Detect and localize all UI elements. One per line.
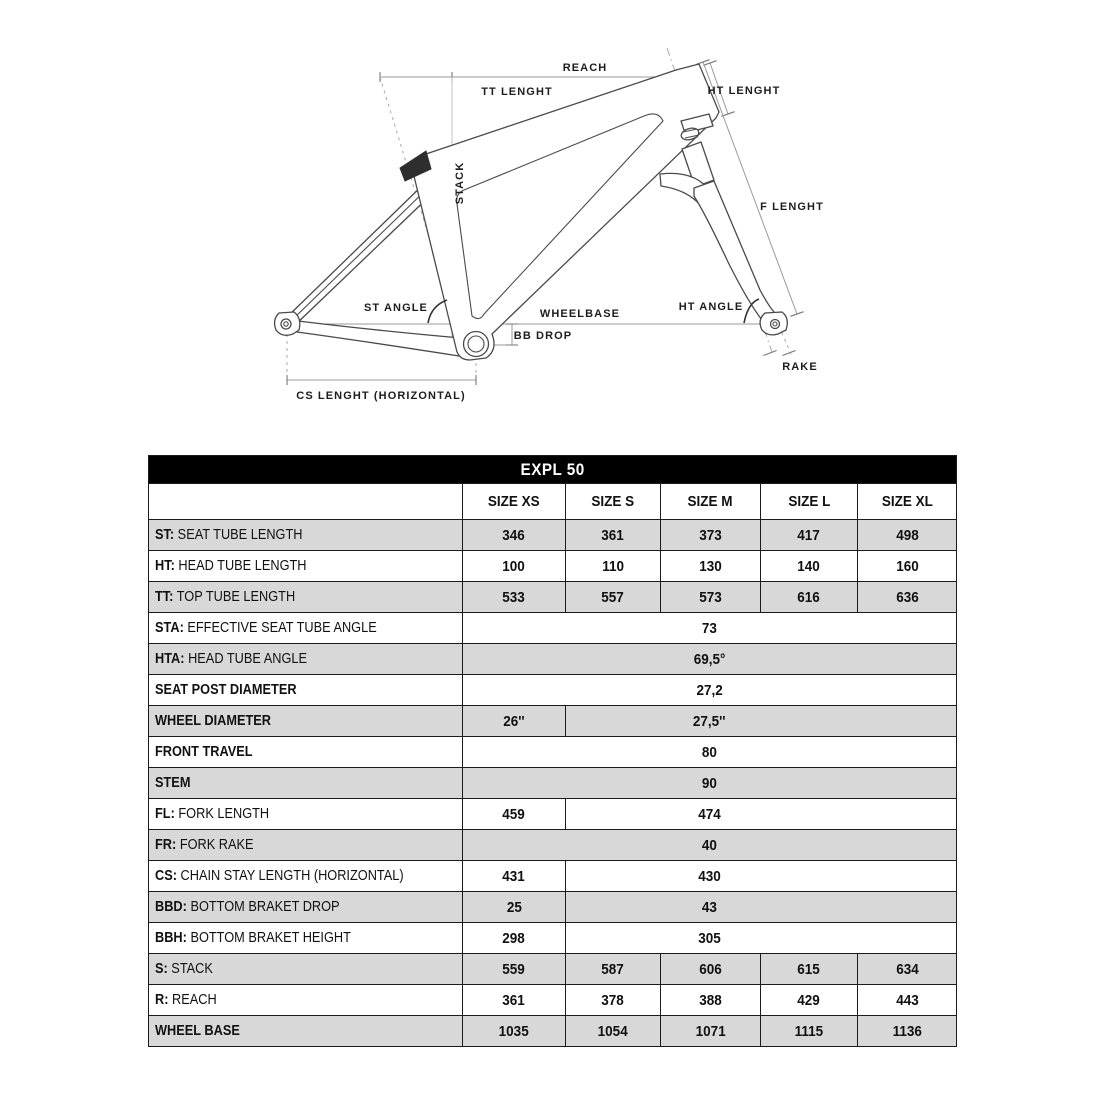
value-cell: 388 [661, 985, 761, 1016]
row-label: CS: CHAIN STAY LENGTH (HORIZONTAL) [149, 861, 463, 892]
table-row [149, 892, 957, 923]
value-cell: 73 [463, 613, 957, 644]
value-cell: 429 [761, 985, 858, 1016]
row-label: R: REACH [149, 985, 463, 1016]
table-title-row [149, 456, 957, 484]
size-header-row [149, 484, 957, 520]
row-label: STEM [149, 768, 463, 799]
table-row [149, 644, 957, 675]
value-cell: 43 [566, 892, 957, 923]
row-label: WHEEL BASE [149, 1016, 463, 1047]
table-title: EXPL 50 [149, 456, 957, 484]
value-cell: 430 [566, 861, 957, 892]
value-cell: 431 [463, 861, 566, 892]
table-row [149, 582, 957, 613]
value-cell: 110 [566, 551, 661, 582]
value-cell: 615 [761, 954, 858, 985]
size-column-header-xl: SIZE XL [858, 484, 957, 520]
geometry-table [148, 455, 957, 1047]
value-cell: 1054 [566, 1016, 661, 1047]
size-column-header-l: SIZE L [761, 484, 858, 520]
value-cell: 557 [566, 582, 661, 613]
table-row [149, 706, 957, 737]
row-label: FL: FORK LENGTH [149, 799, 463, 830]
value-cell: 1035 [463, 1016, 566, 1047]
value-cell: 1071 [661, 1016, 761, 1047]
table-row [149, 985, 957, 1016]
value-cell: 80 [463, 737, 957, 768]
row-label: WHEEL DIAMETER [149, 706, 463, 737]
table-row [149, 799, 957, 830]
value-cell: 559 [463, 954, 566, 985]
wheelbase-label: WHEELBASE [539, 308, 621, 320]
value-cell: 90 [463, 768, 957, 799]
value-cell: 100 [463, 551, 566, 582]
table-row [149, 551, 957, 582]
label-column-header [149, 484, 463, 520]
value-cell: 498 [858, 520, 957, 551]
row-label: BBD: BOTTOM BRAKET DROP [149, 892, 463, 923]
tt-length-label: TT LENGHT [481, 86, 553, 98]
value-cell: 459 [463, 799, 566, 830]
value-cell: 130 [661, 551, 761, 582]
row-label: SEAT POST DIAMETER [149, 675, 463, 706]
frame-drawing [275, 64, 788, 360]
row-label: STA: EFFECTIVE SEAT TUBE ANGLE [149, 613, 463, 644]
value-cell: 606 [661, 954, 761, 985]
table-row [149, 613, 957, 644]
value-cell: 634 [858, 954, 957, 985]
rake-label: RAKE [782, 361, 818, 373]
table-row [149, 675, 957, 706]
value-cell: 573 [661, 582, 761, 613]
value-cell: 40 [463, 830, 957, 861]
table-row [149, 954, 957, 985]
table-row [149, 768, 957, 799]
row-label: FR: FORK RAKE [149, 830, 463, 861]
value-cell: 26'' [463, 706, 566, 737]
value-cell: 140 [761, 551, 858, 582]
row-label: S: STACK [149, 954, 463, 985]
value-cell: 361 [566, 520, 661, 551]
value-cell: 298 [463, 923, 566, 954]
size-column-header-xs: SIZE XS [463, 484, 566, 520]
value-cell: 417 [761, 520, 858, 551]
value-cell: 1115 [761, 1016, 858, 1047]
reach-label: REACH [562, 62, 608, 74]
bb-drop-label: BB DROP [513, 330, 573, 342]
row-label: TT: TOP TUBE LENGTH [149, 582, 463, 613]
size-column-header-m: SIZE M [661, 484, 761, 520]
stack-label: STACK [454, 161, 466, 205]
cs-length-label: CS LENGHT (HORIZONTAL) [296, 390, 466, 402]
st-angle-label: ST ANGLE [363, 302, 429, 314]
table-row [149, 861, 957, 892]
value-cell: 373 [661, 520, 761, 551]
value-cell: 616 [761, 582, 858, 613]
value-cell: 533 [463, 582, 566, 613]
ht-angle-label: HT ANGLE [678, 301, 744, 313]
value-cell: 378 [566, 985, 661, 1016]
row-label: FRONT TRAVEL [149, 737, 463, 768]
chain-stay [290, 320, 461, 356]
value-cell: 636 [858, 582, 957, 613]
table-row [149, 923, 957, 954]
size-column-header-s: SIZE S [566, 484, 661, 520]
value-cell: 69,5° [463, 644, 957, 675]
value-cell: 1136 [858, 1016, 957, 1047]
value-cell: 443 [858, 985, 957, 1016]
value-cell: 346 [463, 520, 566, 551]
value-cell: 27,2 [463, 675, 957, 706]
row-label: HT: HEAD TUBE LENGTH [149, 551, 463, 582]
value-cell: 305 [566, 923, 957, 954]
ht-length-label: HT LENGHT [707, 85, 781, 97]
value-cell: 160 [858, 551, 957, 582]
bottom-bracket [464, 332, 489, 357]
row-label: HTA: HEAD TUBE ANGLE [149, 644, 463, 675]
f-length-label: F LENGHT [760, 201, 824, 213]
value-cell: 587 [566, 954, 661, 985]
table-row [149, 1016, 957, 1047]
table-row [149, 520, 957, 551]
value-cell: 25 [463, 892, 566, 923]
value-cell: 27,5'' [566, 706, 957, 737]
value-cell: 361 [463, 985, 566, 1016]
table-row [149, 830, 957, 861]
value-cell: 474 [566, 799, 957, 830]
table-row [149, 737, 957, 768]
bike-geometry-diagram [0, 0, 1100, 452]
row-label: ST: SEAT TUBE LENGTH [149, 520, 463, 551]
row-label: BBH: BOTTOM BRAKET HEIGHT [149, 923, 463, 954]
st-angle-arc [428, 300, 447, 323]
